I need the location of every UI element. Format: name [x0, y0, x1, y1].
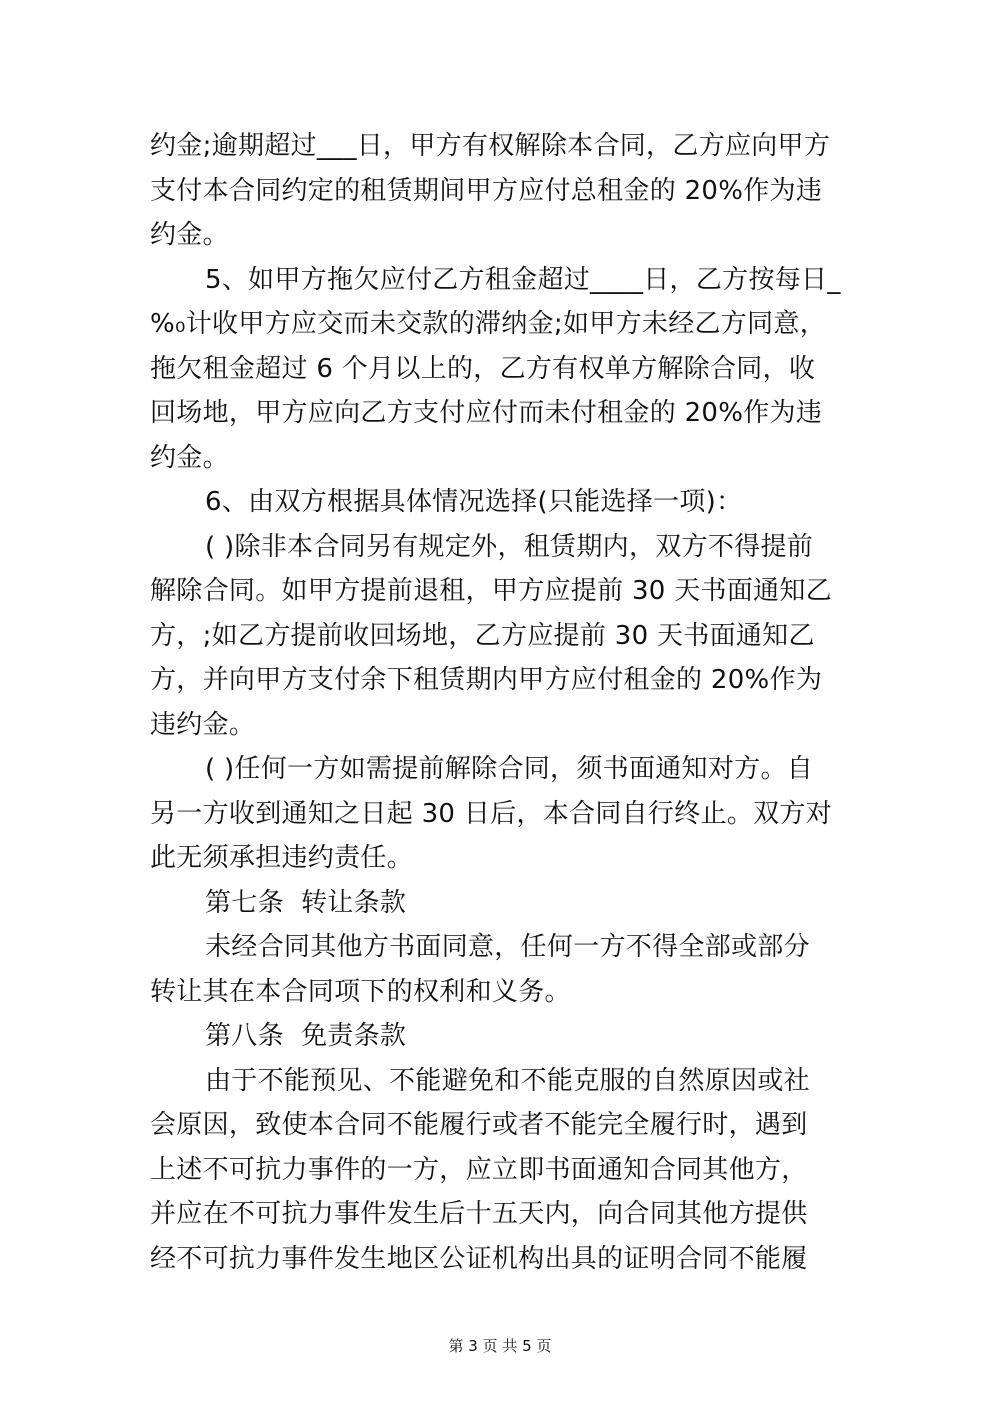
text-line: 约金。 [150, 220, 229, 250]
text-line: 回场地，甲方应向乙方支付应付而未付租金的 20%作为违 [150, 398, 823, 428]
text-line: 解除合同。如甲方提前退租，甲方应提前 30 天书面通知乙 [150, 576, 833, 606]
text-line: %₀计收甲方应交而未交款的滞纳金;如甲方未经乙方同意， [150, 309, 826, 339]
page-number: 第 3 页 共 5 页 [448, 1337, 552, 1355]
text-line: 会原因，致使本合同不能履行或者不能完全履行时，遇到 [150, 1110, 808, 1140]
clause-6-line: 6、由双方根据具体情况选择(只能选择一项)： [205, 487, 743, 517]
option-2-line: ( )任何一方如需提前解除合同，须书面通知对方。自 [205, 754, 814, 784]
text-line: 方，;如乙方提前收回场地，乙方应提前 30 天书面通知乙 [150, 620, 815, 651]
text-line: 由于不能预见、不能避免和不能克服的自然原因或社 [205, 1065, 810, 1096]
article-8-heading: 第八条 免责条款 [205, 1021, 407, 1051]
text-line: 上述不可抗力事件的一方，应立即书面通知合同其他方， [150, 1154, 808, 1185]
text-line: 约金。 [150, 442, 229, 473]
document-body [150, 124, 850, 1281]
clause-5-line: 5、如甲方拖欠应付乙方租金超过____日，乙方按每日_ [205, 264, 841, 295]
text-line: 另一方收到通知之日起 30 日后，本合同自行终止。双方对 [150, 798, 833, 829]
text-line: 转让其在本合同项下的权利和义务。 [150, 976, 571, 1007]
text-line: 违约金。 [150, 709, 256, 740]
article-7-heading: 第七条 转让条款 [205, 887, 407, 918]
text-line: 此无须承担违约责任。 [150, 843, 414, 873]
option-1-line: ( )除非本合同另有规定外，租赁期内，双方不得提前 [205, 531, 814, 562]
text-line: 拖欠租金超过 6 个月以上的，乙方有权单方解除合同，收 [150, 353, 816, 384]
text-line: 未经合同其他方书面同意，任何一方不得全部或部分 [205, 932, 810, 962]
text-line: 并应在不可抗力事件发生后十五天内，向合同其他方提供 [150, 1199, 808, 1229]
text-line: 支付本合同约定的租赁期间甲方应付总租金的 20%作为违 [150, 175, 823, 206]
text-line: 约金;逾期超过___日，甲方有权解除本合同，乙方应向甲方 [150, 131, 831, 161]
text-line: 经不可抗力事件发生地区公证机构出具的证明合同不能履 [150, 1243, 808, 1274]
text-line: 方，并向甲方支付余下租赁期内甲方应付租金的 20%作为 [150, 665, 823, 695]
